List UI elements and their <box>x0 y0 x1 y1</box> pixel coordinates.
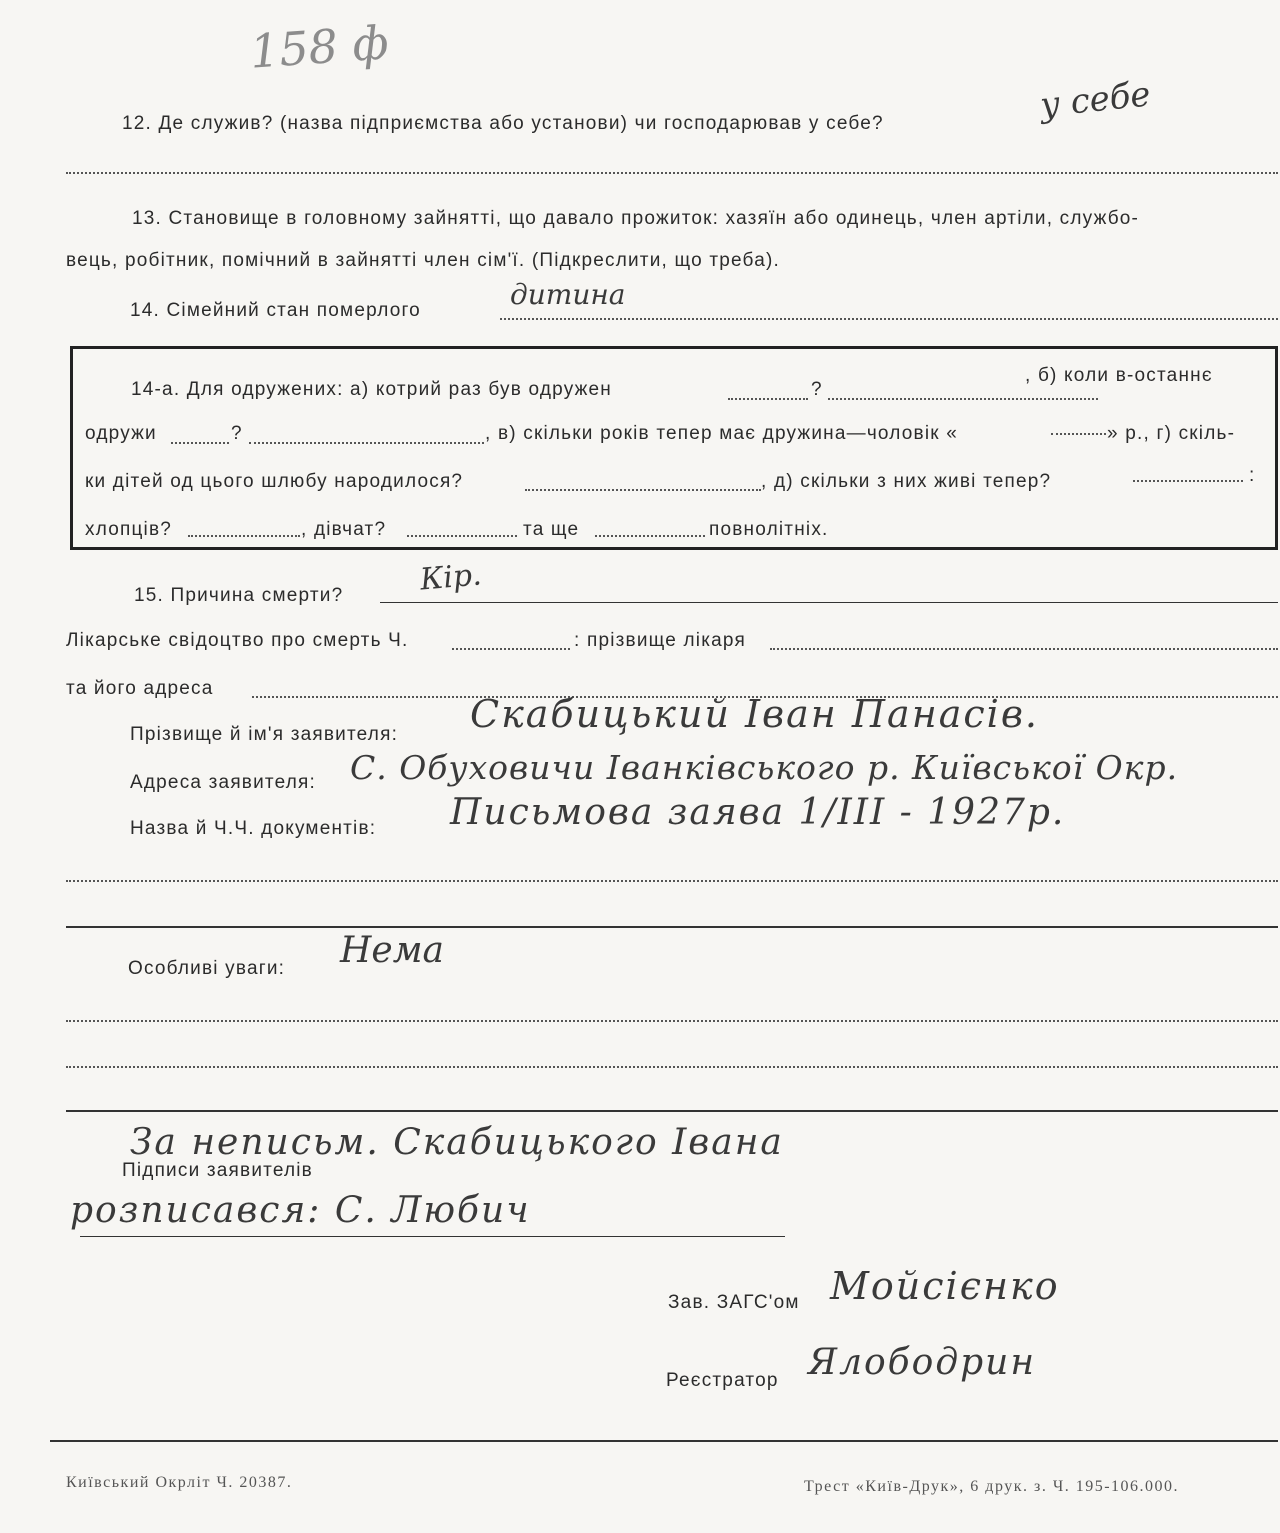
q12-label: 12. Де служив? (назва підприємства або установи) чи господарював у себе? <box>122 113 884 134</box>
doctor-name-label: : прізвище лікаря <box>574 630 746 651</box>
notes-line-3 <box>66 1066 1278 1068</box>
signature-underline <box>80 1236 785 1237</box>
q15-answer: Кір. <box>418 557 483 598</box>
notes-label: Особливі уваги: <box>128 958 286 979</box>
q14a-line4-dots-c <box>595 535 705 537</box>
registrar-signature: Ялободрин <box>808 1342 1037 1383</box>
signatures-label: Підписи заявителів <box>122 1160 313 1181</box>
notes-line-2 <box>66 1020 1278 1022</box>
q14a-married-box <box>70 346 1278 550</box>
q14a-line2-q: ? <box>231 423 243 444</box>
q12-answer: у себе <box>1038 74 1153 126</box>
doctor-certificate-label: Лікарське свідоцтво про смерть Ч. <box>66 630 409 651</box>
q13-line1: 13. Становище в головному зайнятті, що давало прожиток: хазяїн або одинець, член артіли, службо- <box>132 208 1140 229</box>
q14a-line1-q: ? <box>811 379 823 400</box>
q14a-line1-dots-a <box>728 398 808 400</box>
applicant-address-value: С. Обуховичи Іванківського р. Київської Окр. <box>350 748 1179 787</box>
q14a-line2-end: » р., г) скіль- <box>1107 423 1236 444</box>
notes-value: Нема <box>340 930 445 971</box>
doctor-name-line <box>770 648 1278 650</box>
applicant-signature-line1: За неписьм. Скабицького Івана <box>130 1122 784 1163</box>
q13-line2: вець, робітник, помічний в зайнятті член сім'ї. (Підкреслити, що треба). <box>66 250 780 271</box>
q15-label: 15. Причина смерти? <box>134 585 344 606</box>
section-divider-1 <box>66 926 1278 928</box>
applicant-docs-value: Письмова заява 1/ІІІ - 1927р. <box>450 792 1066 833</box>
q14a-line4-adults: повнолітніх. <box>709 519 829 540</box>
archive-number-mark: 158 ф <box>248 15 391 79</box>
q12-answer-line <box>66 172 1278 174</box>
applicant-signature-line2: розписався: С. Любич <box>70 1190 531 1231</box>
q14a-line3-colon: : <box>1249 465 1256 486</box>
q14a-line3-dots-a <box>525 489 761 491</box>
q14a-line2-spouse: , в) скільки років тепер має дружина—чоловік « <box>485 423 959 444</box>
q14a-line2-dots-b <box>249 442 484 444</box>
footer-printer-right: Трест «Київ-Друк», 6 друк. з. Ч. 195-106.000. <box>804 1478 1180 1495</box>
applicant-name-label: Прізвище й ім'я заявителя: <box>130 724 399 745</box>
q14a-line1-text: 14-а. Для одружених: а) котрий раз був одружен <box>131 379 612 400</box>
footer-divider <box>50 1440 1278 1442</box>
applicant-name-value: Скабицький Іван Панасів. <box>470 692 1040 736</box>
registrar-label: Реєстратор <box>666 1370 779 1391</box>
doctor-address-label: та його адреса <box>66 678 214 699</box>
q14a-line1-when: , б) коли в-останнє <box>1025 365 1213 386</box>
q14a-line3-text: ки дітей од цього шлюбу народилося? <box>85 471 464 492</box>
q14a-line3-dots-b <box>1133 480 1243 482</box>
zags-head-signature: Мойсієнко <box>830 1264 1060 1308</box>
q14a-line2-dots-a <box>171 442 229 444</box>
q14a-line1-dots-b <box>828 398 1098 400</box>
q14a-line4-girls: , дівчат? <box>301 519 387 540</box>
q15-answer-line <box>380 602 1278 603</box>
applicant-docs-label: Назва й Ч.Ч. документів: <box>130 818 377 839</box>
q14a-line3-alive: , д) скільки з них живі тепер? <box>761 471 1052 492</box>
q14a-line4-dots-b <box>407 535 517 537</box>
q14a-line4-more: та ще <box>523 519 580 540</box>
section-divider-2 <box>66 1110 1278 1112</box>
zags-head-label: Зав. ЗАГС'ом <box>668 1292 800 1313</box>
q14a-line4-dots-a <box>188 535 300 537</box>
q14-answer-line <box>500 318 1278 320</box>
footer-printer-left: Київський Окрліт Ч. 20387. <box>66 1474 293 1491</box>
q14-label: 14. Сімейний стан померлого <box>130 300 421 321</box>
applicant-docs-line2 <box>66 880 1278 882</box>
doctor-certificate-number-line <box>452 648 570 650</box>
q14a-line2-dots-c <box>1051 433 1106 435</box>
q14-answer: дитина <box>510 278 626 311</box>
q14a-line4-boys: хлопців? <box>85 519 173 540</box>
q14a-line2-text: одружи <box>85 423 157 444</box>
applicant-address-label: Адреса заявителя: <box>130 772 316 793</box>
